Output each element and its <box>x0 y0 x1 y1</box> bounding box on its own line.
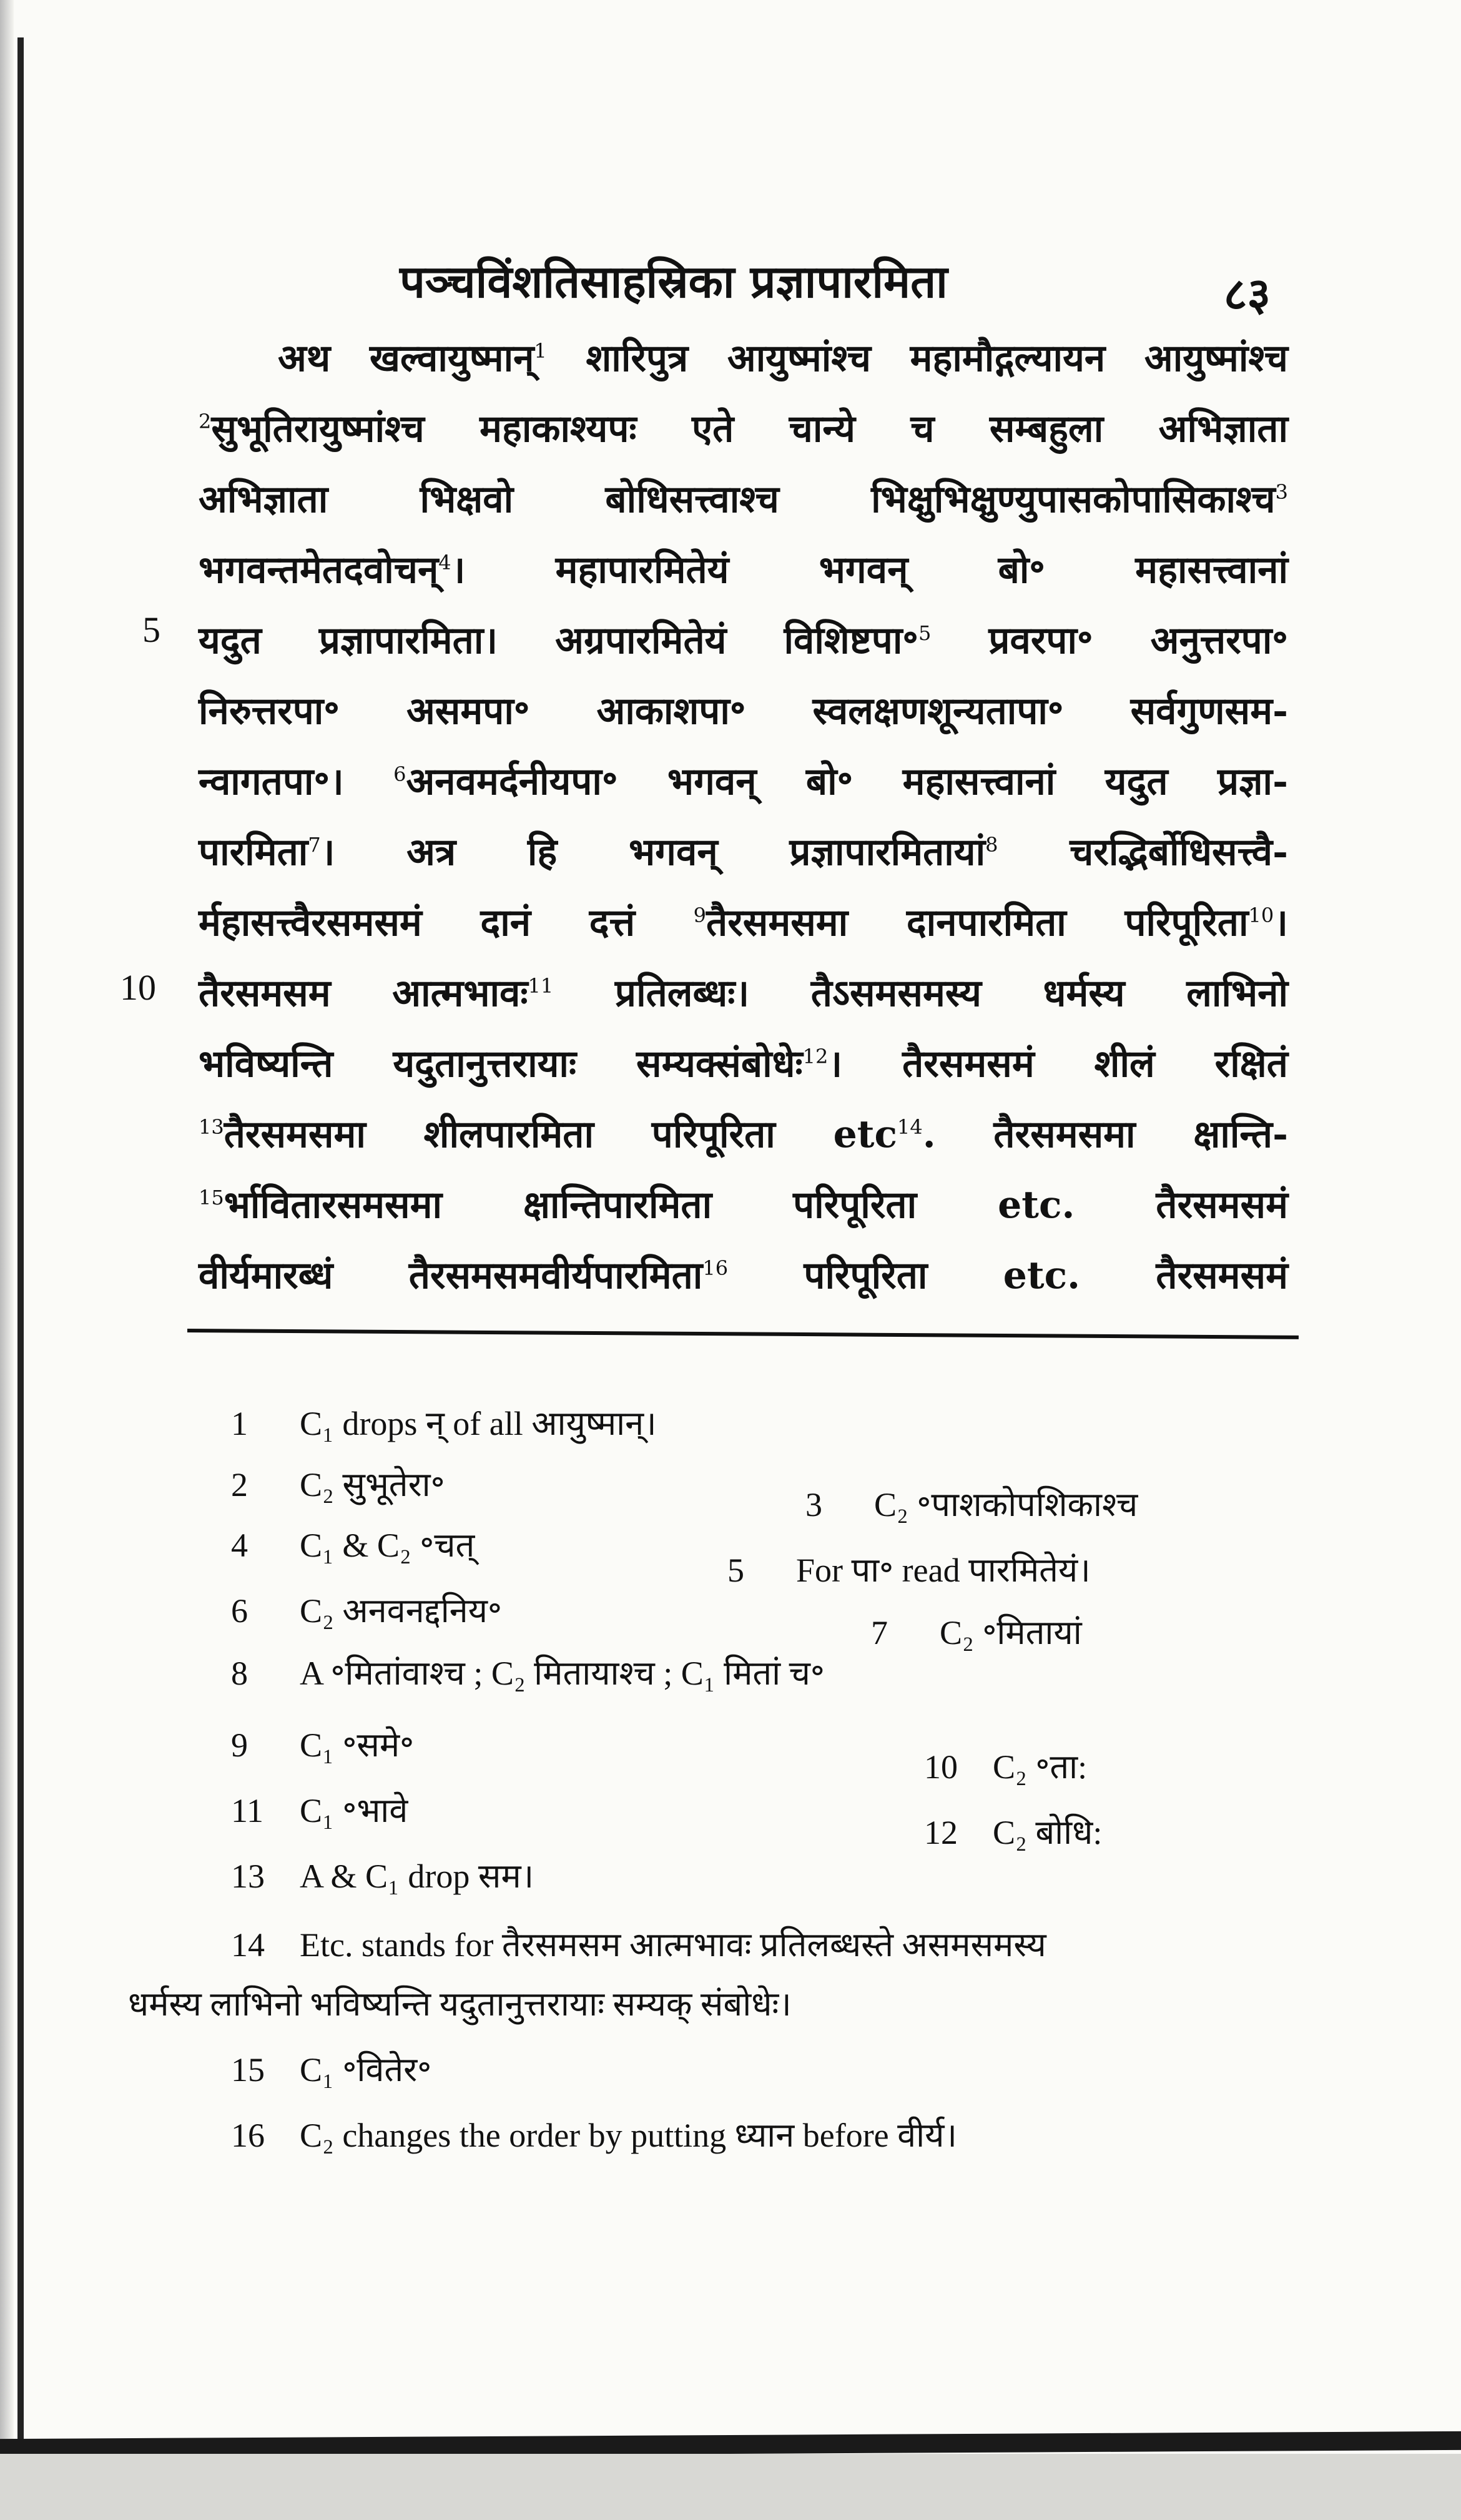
footnote-text: C₂ changes the order by putting ध्यान before वीर्य। <box>300 2117 957 2154</box>
footnote-number: 13 <box>231 1858 265 1895</box>
text-segment: परिपूरिता etc. तैरसमसमं <box>728 1254 1288 1297</box>
scan-bottom-shade <box>0 2454 1461 2520</box>
text-segment: तैरसमसमा शीलपारमिता परिपूरिता etc <box>224 1113 898 1156</box>
text-segment: . तैरसमसमा क्षान्ति- <box>922 1113 1288 1156</box>
text-segment: । महापारमितेयं भगवन् बो॰ महासत्त्वानां <box>451 548 1288 592</box>
footnote-marker: 1 <box>534 339 547 363</box>
footnote <box>231 1399 657 1445</box>
footnote-text: C₂ बोधि: <box>993 1814 1103 1851</box>
page-number: ८३ <box>1224 267 1271 320</box>
footnote <box>231 1851 534 1897</box>
text-line <box>199 1036 1288 1088</box>
footnote-number: 14 <box>231 1926 265 1964</box>
footnote <box>924 1808 1102 1854</box>
footnote-marker: 12 <box>802 1045 829 1068</box>
text-line <box>199 684 1288 735</box>
footnote <box>231 1920 1046 1966</box>
footnote-divider <box>187 1329 1299 1339</box>
text-segment: शारिपुत्र आयुष्मांश्च महामौद्गल्यायन आयुष्मांश्च <box>546 337 1288 380</box>
text-segment: । तैरसमसमं शीलं रक्षितं <box>828 1042 1288 1086</box>
footnote-marker: 2 <box>199 410 212 433</box>
footnote-number: 10 <box>924 1748 958 1786</box>
scan-left-border <box>17 37 24 2448</box>
footnote-text: धर्मस्य लाभिनो भविष्यन्ति यदुतानुत्तरायाः सम्यक् संबोधेः। <box>128 1986 792 2023</box>
text-segment: र्महासत्त्वैरसमसमं दानं दत्तं <box>199 901 694 945</box>
footnote-number: 12 <box>924 1814 958 1851</box>
footnote-text: C₂ अनवनद्दनिय॰ <box>300 1592 502 1630</box>
footnote-marker: 7 <box>308 833 321 857</box>
footnote-marker: 10 <box>1248 903 1274 927</box>
text-line <box>199 472 1288 523</box>
text-line <box>199 966 1288 1017</box>
line-number-5: 5 <box>142 609 160 650</box>
footnote-marker: 6 <box>393 762 406 786</box>
footnote <box>231 2110 957 2157</box>
text-line <box>199 543 1288 594</box>
footnote-text: C₁ & C₂ ॰चत् <box>300 1527 475 1564</box>
text-line <box>278 331 1288 382</box>
footnote <box>231 1720 414 1766</box>
footnote-number: 15 <box>231 2051 265 2089</box>
text-line <box>199 1178 1288 1229</box>
text-segment: प्रतिलब्धः। तैऽसमसमस्य धर्मस्य लाभिनो <box>553 972 1288 1015</box>
footnote-marker: 3 <box>1275 480 1288 504</box>
footnote <box>231 1648 825 1695</box>
footnote-marker: 8 <box>985 833 998 857</box>
footnote-marker: 5 <box>918 621 932 645</box>
text-segment: न्वागतपा॰। <box>199 760 394 804</box>
footnote-number: 3 <box>805 1486 822 1523</box>
footnote-marker: 9 <box>693 903 707 927</box>
text-segment: तैरसमसमा दानपारमिता परिपूरिता <box>706 901 1249 945</box>
footnote <box>871 1608 1082 1654</box>
text-line <box>199 895 1288 947</box>
footnote-number: 7 <box>871 1614 888 1651</box>
footnote-number: 11 <box>231 1792 263 1829</box>
text-line <box>199 401 1288 453</box>
footnote-number: 4 <box>231 1527 248 1564</box>
text-segment: तैरसमसम आत्मभावः <box>199 972 528 1015</box>
footnote-text: A & C₁ drop सम। <box>300 1858 534 1895</box>
footnote-marker: 4 <box>438 551 451 574</box>
footnote-text: C₁ drops न् of all आयुष्मान्। <box>300 1405 657 1442</box>
footnote <box>231 1586 502 1632</box>
footnote-text: C₂ ॰पाशकोपशिकाश्च <box>874 1486 1138 1523</box>
footnote-text: C₁ ॰भावे <box>300 1792 408 1829</box>
text-segment: वीर्यमारब्धं तैरसमसमवीर्यपारमिता <box>199 1254 703 1297</box>
text-segment: यदुत प्रज्ञापारमिता। अग्रपारमितेयं विशिष्टपा॰ <box>199 619 918 662</box>
footnote-number: 6 <box>231 1592 248 1630</box>
text-segment: भगवन्तमेतदवोचन् <box>199 548 439 592</box>
scan-edge-shadow <box>0 0 14 2520</box>
footnote-text: C₁ ॰समे॰ <box>300 1726 415 1764</box>
running-title: पञ्चविंशतिसाहस्रिका प्रज्ञापारमिता <box>400 255 948 308</box>
footnote <box>231 1460 445 1506</box>
footnote-marker: 16 <box>702 1256 729 1280</box>
footnote-marker: 15 <box>199 1186 224 1209</box>
text-line <box>199 825 1288 876</box>
text-segment: अनवमर्दनीयपा॰ भगवन् बो॰ महासत्त्वानां यदुत प्रज्ञा- <box>406 760 1288 804</box>
text-segment: । <box>1274 901 1288 945</box>
footnote-marker: 13 <box>199 1115 224 1139</box>
footnote-number: 5 <box>727 1552 744 1589</box>
footnote <box>924 1742 1087 1788</box>
text-line <box>199 754 1288 805</box>
text-segment: सुभूतिरायुष्मांश्च महाकाश्यपः एते चान्ये च सम्बहुला अभिज्ञाता <box>211 407 1288 451</box>
text-segment: । अत्र हि भगवन् प्रज्ञापारमितायां <box>320 830 986 874</box>
footnote <box>727 1545 1091 1592</box>
footnote <box>128 1979 792 2025</box>
footnote <box>231 1786 408 1832</box>
line-number-10: 10 <box>120 967 156 1008</box>
footnote-number: 8 <box>231 1655 248 1692</box>
footnote-text: C₁ ॰वितेर॰ <box>300 2051 432 2089</box>
footnote-number: 2 <box>231 1466 248 1504</box>
footnote-text: A ॰मितांवाश्च ; C₂ मितायाश्च ; C₁ मितां च॰ <box>300 1655 825 1692</box>
text-segment: र्भावितारसमसमा क्षान्तिपारमिता परिपूरिता etc. तैरसमसमं <box>224 1183 1288 1227</box>
text-segment: प्रवरपा॰ अनुत्तरपा॰ <box>931 619 1288 662</box>
footnote-marker: 14 <box>897 1115 923 1139</box>
text-segment: भविष्यन्ति यदुतानुत्तरायाः सम्यक्संबोधेः <box>199 1042 803 1086</box>
text-line <box>199 613 1288 664</box>
footnote-number: 16 <box>231 2117 265 2154</box>
footnote-marker: 11 <box>528 974 554 998</box>
text-segment: पारमिता <box>199 830 308 874</box>
footnote-text: C₂ ॰ता: <box>993 1748 1088 1786</box>
text-segment: अथ खल्वायुष्मान् <box>278 337 534 380</box>
footnote-number: 9 <box>231 1726 248 1764</box>
footnote <box>231 1520 475 1567</box>
text-line <box>199 1107 1288 1158</box>
footnote <box>231 2045 431 2091</box>
text-line <box>199 1248 1288 1299</box>
footnote-text: Etc. stands for तैरसमसम आत्मभावः प्रतिलब्धस्ते असमसमस्य <box>300 1926 1046 1964</box>
footnote-text: C₂ सुभूतेरा॰ <box>300 1466 445 1504</box>
text-segment: निरुत्तरपा॰ असमपा॰ आकाशपा॰ स्वलक्षणशून्यतापा॰ सर्वगुणसम- <box>199 689 1288 733</box>
footnote <box>805 1480 1138 1526</box>
footnote-text: For पा॰ read पारमितेयं। <box>796 1552 1091 1589</box>
footnote-text: C₂ ॰मितायां <box>940 1614 1082 1651</box>
text-segment: चरद्भिर्बोधिसत्त्वै- <box>998 830 1288 874</box>
text-segment: अभिज्ञाता भिक्षवो बोधिसत्त्वाश्च भिक्षुभिक्षुण्युपासकोपासिकाश्च <box>199 478 1276 521</box>
footnote-number: 1 <box>231 1405 248 1442</box>
